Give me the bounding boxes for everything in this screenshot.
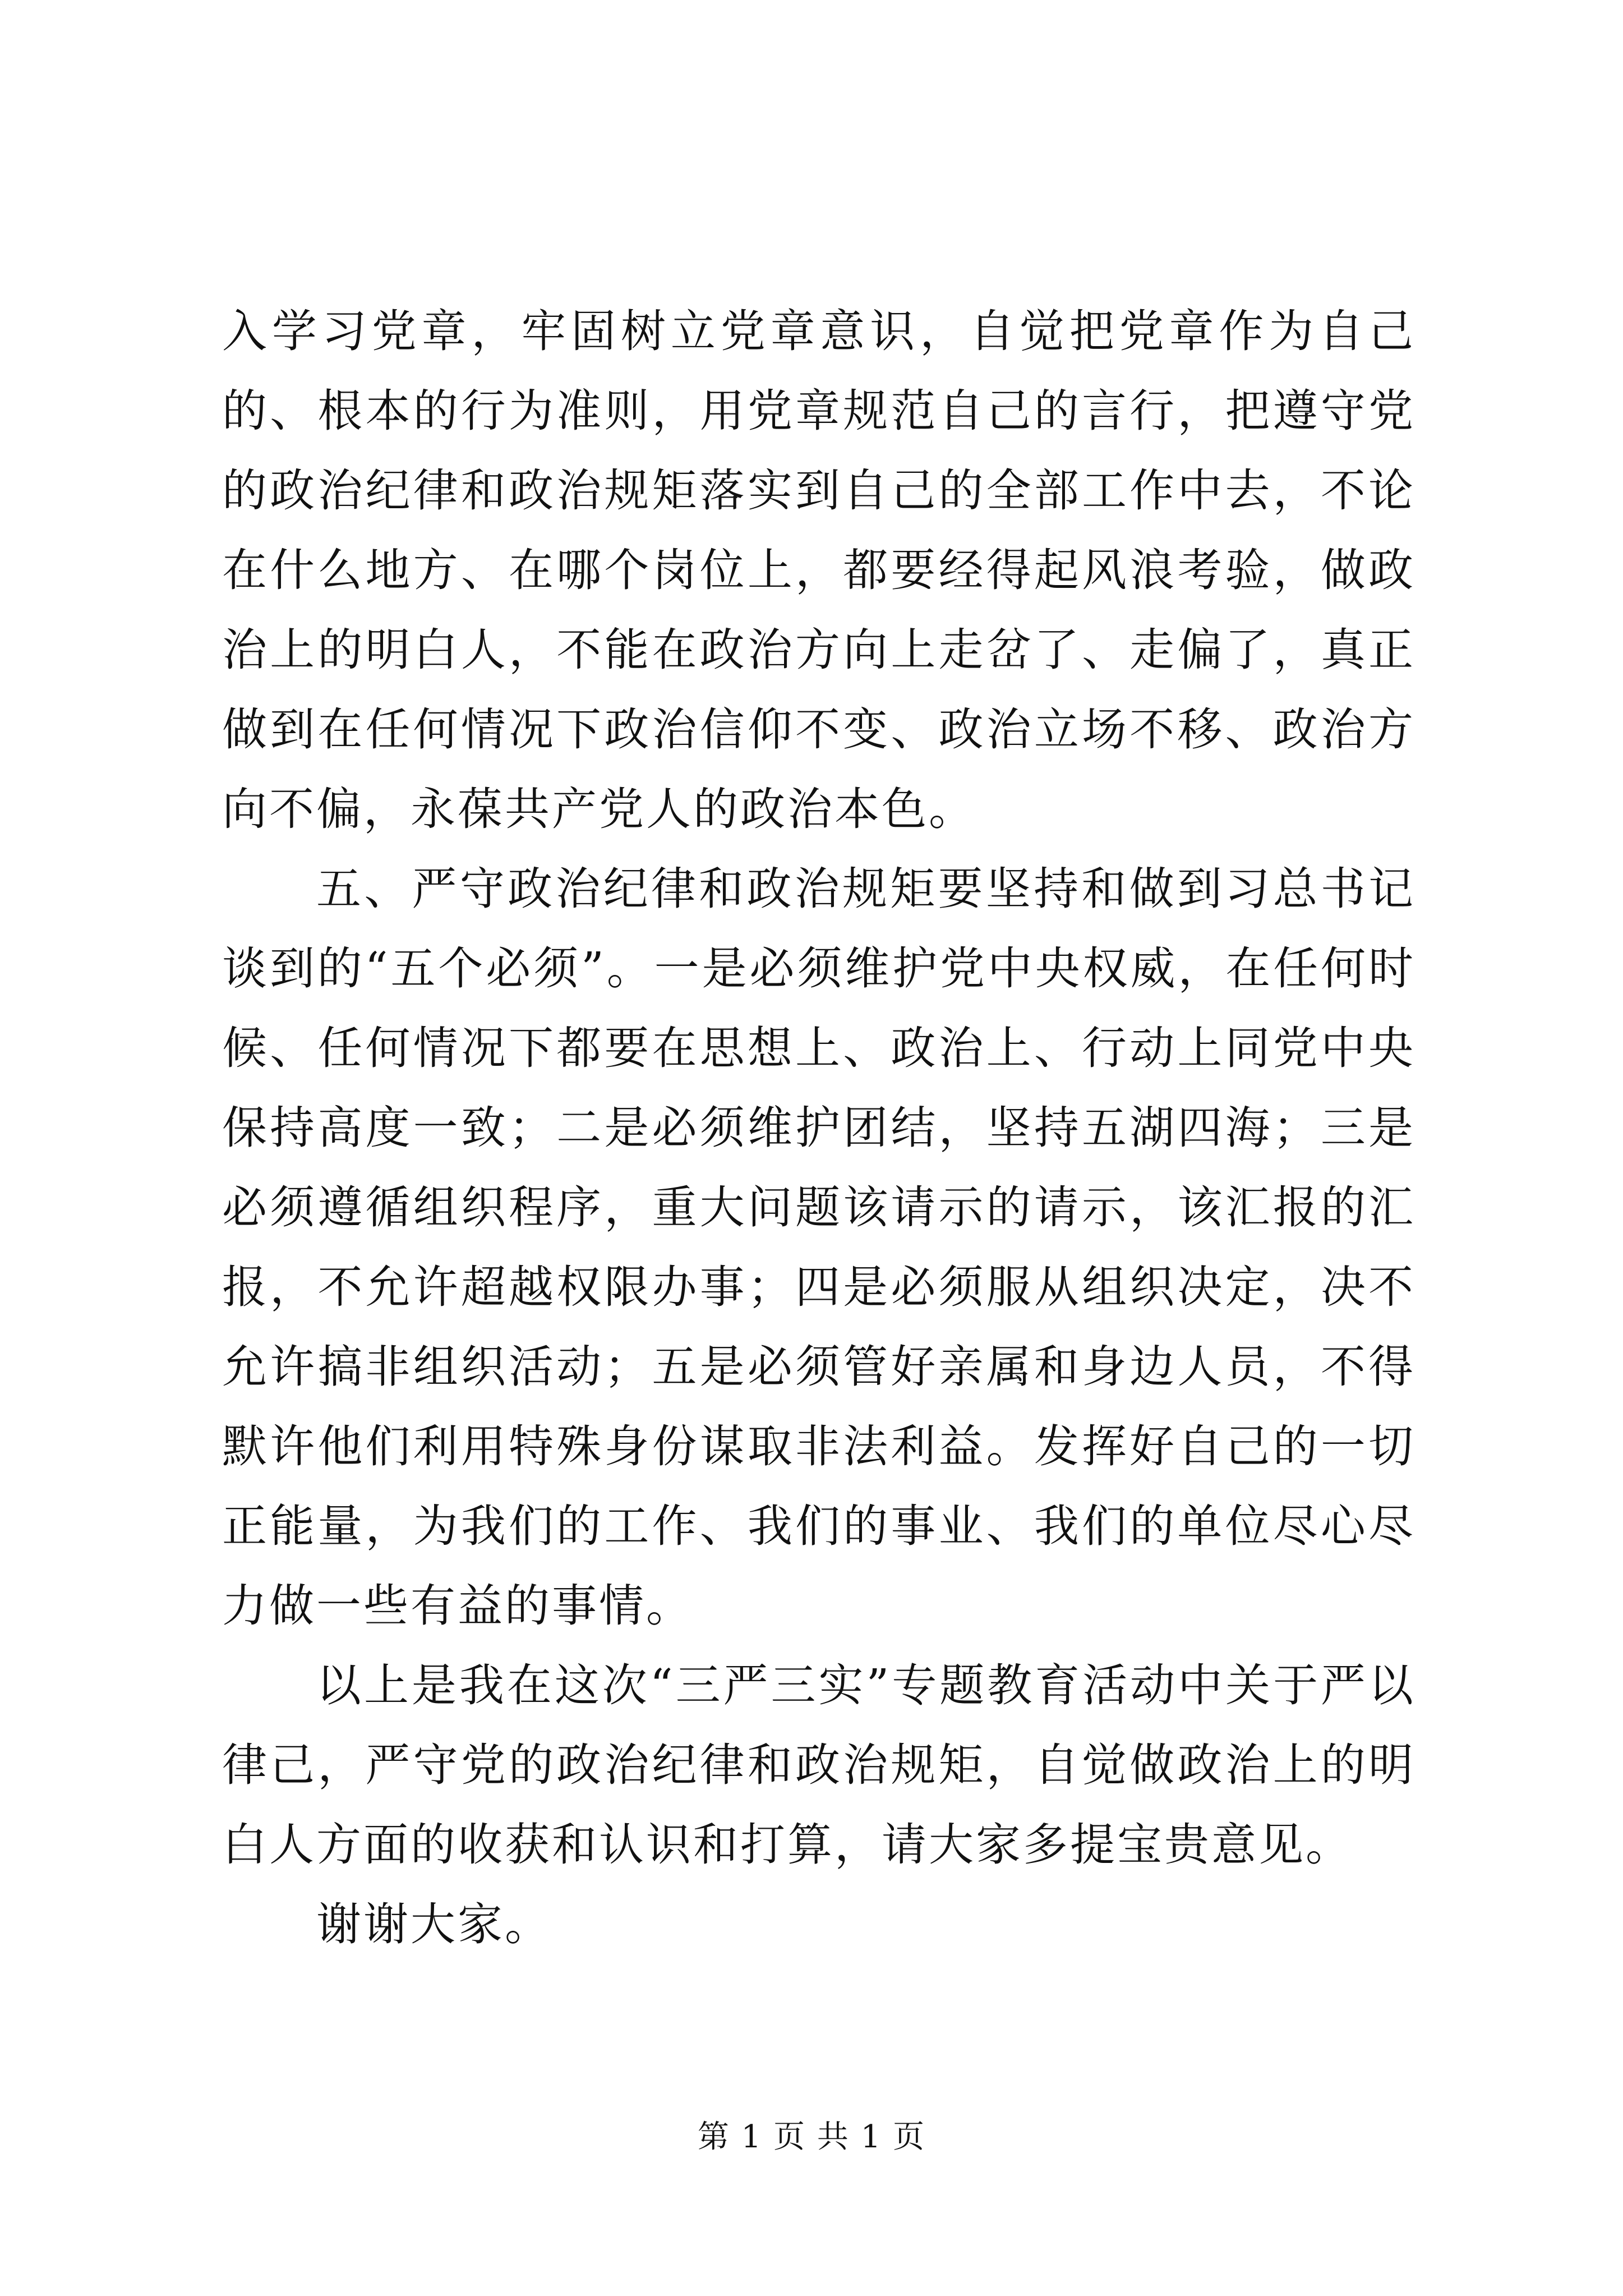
document-body <box>222 292 1415 1964</box>
paragraph-1: 入学习党章，牢固树立党章意识，自觉把党章作为自己的、根本的行为准则，用党章规范自己的言行，把遵守党的政治纪律和政治规矩落实到自己的全部工作中去，不论在什么地方、在哪个岗位上，都要经得起风浪考验，做政治上的明白人，不能在政治方向上走岔了、走偏了，真正做到在任何情况下政治信仰不变、政治立场不移、政治方向不偏，永葆共产党人的政治本色。 <box>222 305 1415 835</box>
page-footer: 第 1 页 共 1 页 <box>697 2119 926 2155</box>
paragraph-3: 以上是我在这次“三严三实”专题教育活动中关于严以律己，严守党的政治纪律和政治规矩，自觉做政治上的明白人方面的收获和认识和打算，请大家多提宝贵意见。 <box>222 1659 1415 1871</box>
paragraph-2: 五、严守政治纪律和政治规矩要坚持和做到习总书记谈到的“五个必须”。一是必须维护党中央权威，在任何时候、任何情况下都要在思想上、政治上、行动上同党中央保持高度一致；二是必须维护团结，坚持五湖四海；三是必须遵循组织程序，重大问题该请示的请示，该汇报的汇报，不允许超越权限办事；四是必须服从组织决定，决不允许搞非组织活动；五是必须管好亲属和身边人员，不得默许他们利用特殊身份谋取非法利益。发挥好自己的一切正能量，为我们的工作、我们的事业、我们的单位尽心尽力做一些有益的事情。 <box>222 863 1415 1632</box>
paragraph-4: 谢谢大家。 <box>316 1898 552 1950</box>
